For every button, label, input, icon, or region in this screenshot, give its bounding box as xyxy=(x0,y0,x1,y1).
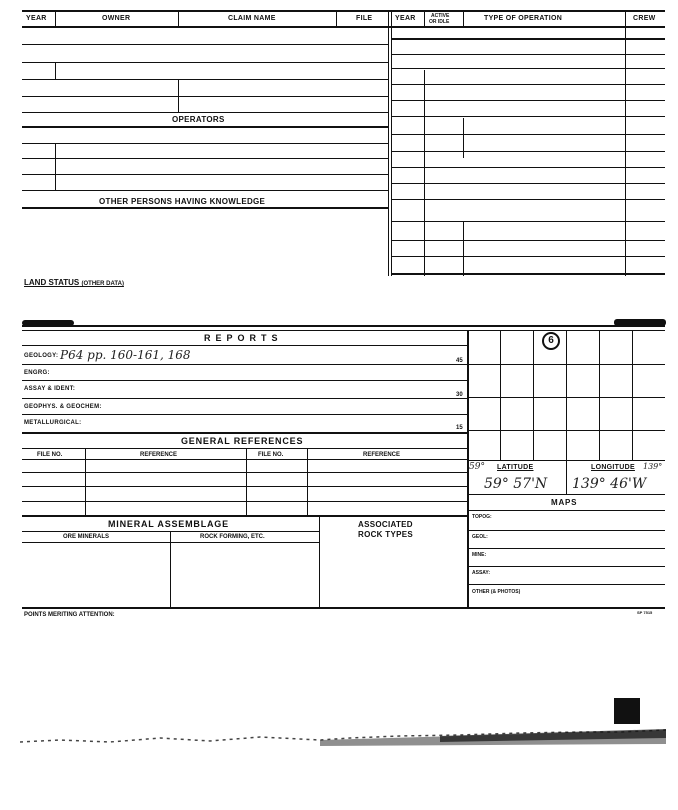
ref-reference-2: REFERENCE xyxy=(363,452,401,458)
assay-ident-label: ASSAY & IDENT: xyxy=(24,386,76,392)
geology-label: GEOLOGY: xyxy=(24,353,59,359)
associated-label: ASSOCIATED xyxy=(358,520,413,529)
engrg-label: ENGRG: xyxy=(24,370,50,376)
land-status-sub: (OTHER DATA) xyxy=(81,281,124,287)
latitude-value: 59° 57'N xyxy=(484,476,548,492)
maps-topog: TOPOG: xyxy=(472,514,492,520)
header-crew: CREW xyxy=(633,15,656,22)
lat-prefix: 59° xyxy=(469,462,485,472)
other-persons-label: OTHER PERSONS HAVING KNOWLEDGE xyxy=(99,197,266,206)
longitude-value: 139° 46'W xyxy=(572,476,647,492)
operators-label: OPERATORS xyxy=(172,115,225,124)
header-or-idle: OR IDLE xyxy=(429,19,450,25)
header-active: ACTIVE xyxy=(431,13,450,19)
header-claim-name: CLAIM NAME xyxy=(228,15,276,22)
metallurgical-label: METALLURGICAL: xyxy=(24,420,82,426)
maps-geol: GEOL: xyxy=(472,534,488,540)
reports-title: REPORTS xyxy=(204,333,283,343)
form-number: SP 7515 xyxy=(637,610,653,615)
maps-assay: ASSAY: xyxy=(472,570,491,576)
land-status-label: LAND STATUS (OTHER DATA) xyxy=(24,278,124,287)
geophys-label: GEOPHYS. & GEOCHEM: xyxy=(24,404,102,410)
mineral-assemblage-title: MINERAL ASSEMBLAGE xyxy=(108,519,229,529)
assay-num: 30 xyxy=(456,392,463,398)
ore-minerals-label: ORE MINERALS xyxy=(63,534,110,540)
ref-reference-1: REFERENCE xyxy=(140,452,178,458)
maps-mine: MINE: xyxy=(472,552,487,558)
header-owner: OWNER xyxy=(102,15,131,22)
maps-other: OTHER (& PHOTOS) xyxy=(472,589,521,595)
header-year: YEAR xyxy=(26,15,47,22)
circled-mark: 6 xyxy=(542,332,560,350)
points-meriting-label: POINTS MERITING ATTENTION: xyxy=(24,612,115,618)
metallurgical-num: 15 xyxy=(456,425,463,431)
maps-title: MAPS xyxy=(551,498,578,507)
ref-file-no-2: FILE NO. xyxy=(258,452,284,458)
rock-forming-label: ROCK FORMING, ETC. xyxy=(200,534,265,540)
header-year-2: YEAR xyxy=(395,15,416,22)
header-file: FILE xyxy=(356,15,373,22)
long-suffix: 139° xyxy=(643,462,663,471)
geology-value: P64 pp. 160-161, 168 xyxy=(60,348,191,362)
longitude-label: LONGITUDE xyxy=(591,464,635,471)
latitude-label: LATITUDE xyxy=(497,464,534,471)
rock-types-label: ROCK TYPES xyxy=(358,530,414,539)
geology-num: 45 xyxy=(456,358,463,364)
ref-file-no-1: FILE NO. xyxy=(37,452,63,458)
header-type-of-operation: TYPE OF OPERATION xyxy=(484,15,563,22)
general-references-title: GENERAL REFERENCES xyxy=(181,436,304,446)
